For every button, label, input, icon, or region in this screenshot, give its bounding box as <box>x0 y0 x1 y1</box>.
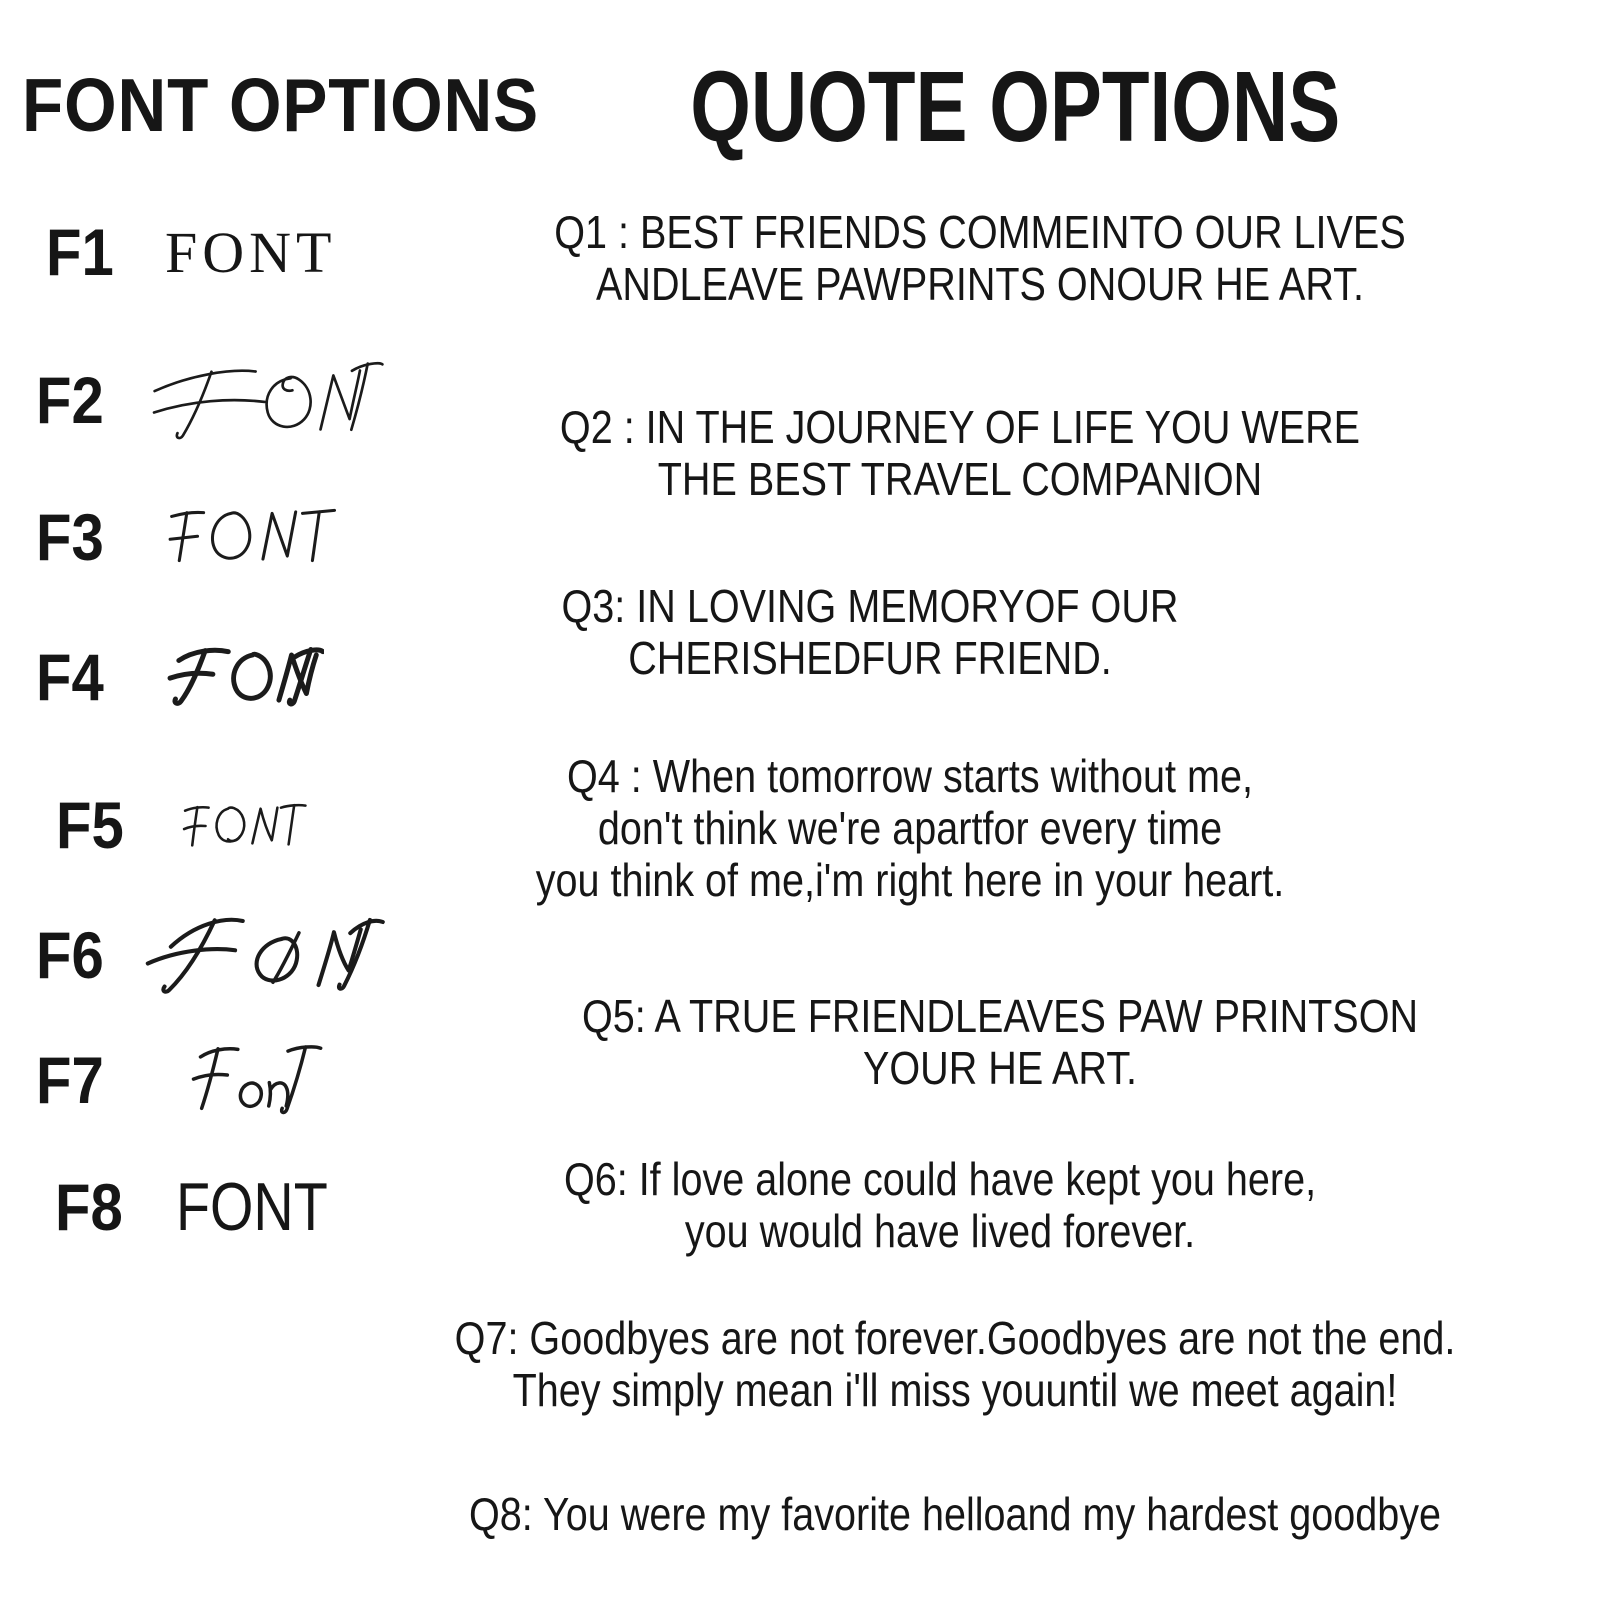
quote-line: Q8: You were my favorite helloand my hardest goodbye <box>468 1488 1441 1540</box>
font-option-row-f5 <box>56 783 309 867</box>
font-option-row-f2 <box>36 358 385 442</box>
font-option-label-f2: F2 <box>36 363 104 437</box>
font-sample-f3-handwritten <box>161 503 336 571</box>
quote-line: Q3: IN LOVING MEMORYOF OUR <box>561 580 1179 632</box>
font-option-row-f3 <box>36 495 336 579</box>
quote-option-q7 <box>383 1312 1527 1416</box>
font-option-row-f8 <box>55 1165 361 1249</box>
font-sample-f8-sans: FONT <box>176 1169 328 1245</box>
font-option-row-f6 <box>36 913 388 997</box>
quote-line: you think of me,i'm right here in your heart. <box>535 854 1285 906</box>
quote-option-q2 <box>427 401 1493 505</box>
font-option-row-f1 <box>46 210 337 294</box>
font-option-label-f3: F3 <box>36 500 104 574</box>
font-option-label-f8: F8 <box>55 1170 123 1244</box>
quote-line: CHERISHEDFUR FRIEND. <box>628 632 1112 684</box>
quote-line: YOUR HE ART. <box>862 1042 1138 1094</box>
font-option-row-f4 <box>36 635 324 719</box>
font-option-label-f1: F1 <box>46 215 114 289</box>
quote-line: you would have lived forever. <box>684 1205 1196 1257</box>
quote-option-q1 <box>447 206 1513 310</box>
font-sample-f5-marker <box>179 795 309 855</box>
quote-option-q3 <box>337 580 1403 684</box>
font-option-label-f5: F5 <box>56 788 124 862</box>
quote-options-title: QUOTE OPTIONS <box>690 51 1341 163</box>
quote-option-q6 <box>390 1153 1491 1257</box>
font-option-label-f4: F4 <box>36 640 104 714</box>
font-sample-f2-signature-script <box>150 353 387 446</box>
font-sample-f7-casual-script <box>183 1040 323 1120</box>
quote-line: Q5: A TRUE FRIENDLEAVES PAW PRINTSON <box>581 990 1419 1042</box>
quote-option-q8 <box>383 1488 1527 1540</box>
quote-option-q4 <box>342 750 1477 906</box>
quote-line: Q7: Goodbyes are not forever.Goodbyes are not the end. <box>454 1312 1456 1364</box>
font-option-row-f7 <box>36 1038 323 1122</box>
font-options-title: FONT OPTIONS <box>22 63 540 147</box>
quote-line: Q1 : BEST FRIENDS COMMEINTO OUR LIVES <box>554 206 1406 258</box>
font-sample-f1-serif: FONT <box>165 219 337 285</box>
quote-line: Q4 : When tomorrow starts without me, <box>567 750 1253 802</box>
quote-line: Q2 : IN THE JOURNEY OF LIFE YOU WERE <box>559 401 1361 453</box>
quote-line: don't think we're apartfor every time <box>597 802 1223 854</box>
quote-line: THE BEST TRAVEL COMPANION <box>657 453 1263 505</box>
font-option-label-f6: F6 <box>36 918 104 992</box>
font-sample-f6-flowing-script <box>142 907 389 1003</box>
quote-line: They simply mean i'll miss youuntil we meet again! <box>512 1364 1398 1416</box>
quote-line: ANDLEAVE PAWPRINTS ONOUR HE ART. <box>596 258 1364 310</box>
font-sample-f4-brush-script <box>159 638 324 716</box>
font-option-label-f7: F7 <box>36 1043 104 1117</box>
quote-option-q5 <box>450 990 1551 1094</box>
quote-line: Q6: If love alone could have kept you here, <box>563 1153 1317 1205</box>
